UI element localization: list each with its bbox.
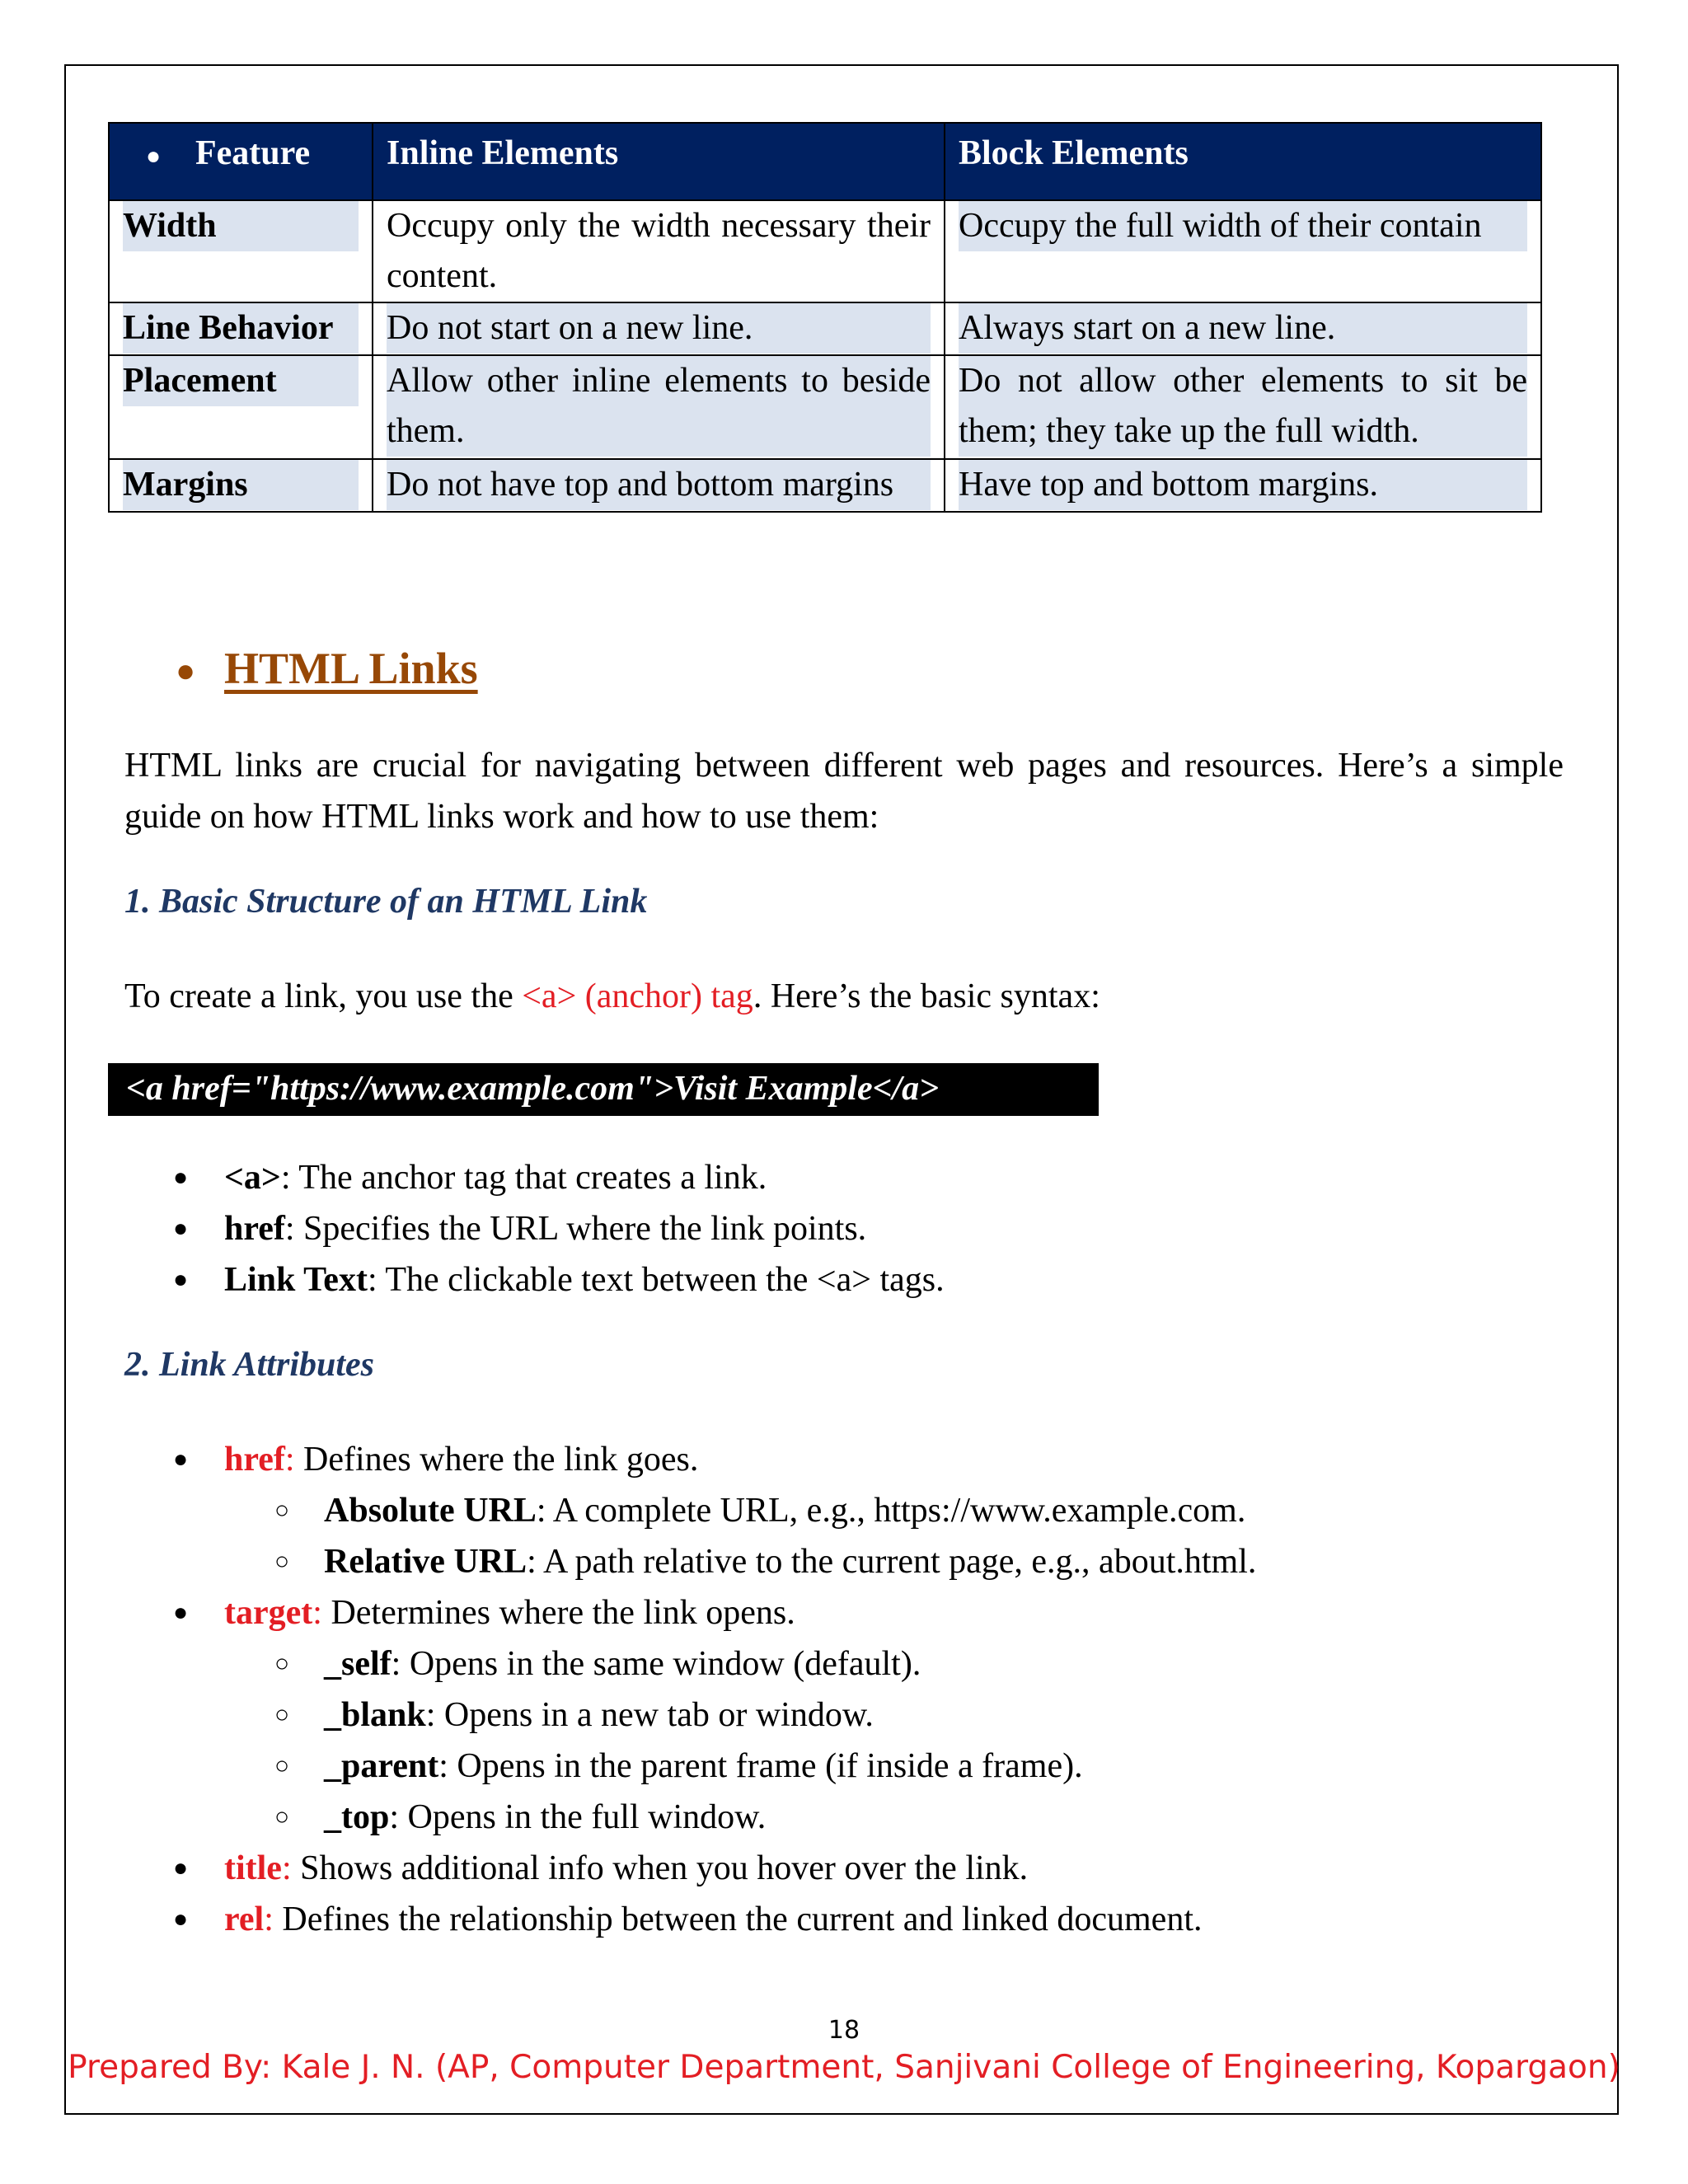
circle-bullet-icon: ○ xyxy=(274,1548,290,1575)
footer-credit: Prepared By: Kale J. N. (AP, Computer Department, Sanjivani College of Engineering, Kopargaon) xyxy=(68,2049,1620,2086)
sub-list-item: ○ _parent: Opens in the parent frame (if inside a frame). xyxy=(0,1741,1256,1792)
circle-bullet-icon: ○ xyxy=(274,1650,290,1677)
list-item-title: ● title: Shows additional info when you hover over the link. xyxy=(0,1843,1256,1894)
cell-inline: Allow other inline elements to beside them. xyxy=(373,355,945,459)
cell-inline: Do not start on a new line. xyxy=(373,302,945,355)
comparison-table xyxy=(108,122,1542,513)
list-item: ● <a>: The anchor tag that creates a link. xyxy=(0,1152,945,1203)
code-example: <a href="https://www.example.com">Visit Example</a> xyxy=(108,1063,1099,1116)
sub-list-item: ○ _blank: Opens in a new tab or window. xyxy=(0,1690,1256,1741)
list-item: ● href: Specifies the URL where the link points. xyxy=(0,1203,945,1254)
circle-bullet-icon: ○ xyxy=(274,1803,290,1830)
list-item-href: ● href: Defines where the link goes. xyxy=(0,1434,1256,1485)
cell-block: Always start on a new line. xyxy=(945,302,1541,355)
bullet-icon: ● xyxy=(173,1446,189,1473)
list-item-rel: ● rel: Defines the relationship between the current and linked document. xyxy=(0,1894,1256,1945)
sub-list-item: ○ Relative URL: A path relative to the current page, e.g., about.html. xyxy=(0,1536,1256,1587)
table-row xyxy=(109,200,1541,302)
attributes-list xyxy=(0,1434,1256,1945)
subheading-link-attributes: 2. Link Attributes xyxy=(124,1346,375,1384)
cell-block: Have top and bottom margins. xyxy=(945,459,1541,512)
table-header-row xyxy=(109,123,1541,200)
cell-feature: Placement xyxy=(109,355,373,459)
subheading-basic-structure: 1. Basic Structure of an HTML Link xyxy=(124,883,648,921)
cell-inline: Occupy only the width necessary their content. xyxy=(373,200,945,302)
anchor-parts-list xyxy=(0,1152,945,1305)
circle-bullet-icon: ○ xyxy=(274,1752,290,1779)
list-item-target: ● target: Determines where the link opens. xyxy=(0,1587,1256,1638)
bullet-icon: ● xyxy=(173,1854,189,1882)
list-item: ● Link Text: The clickable text between the <a> tags. xyxy=(0,1254,945,1305)
page-number: 18 xyxy=(828,2016,860,2045)
bullet-icon: ● xyxy=(173,1164,189,1191)
table-row xyxy=(109,459,1541,512)
bullet-icon: ● xyxy=(173,1599,189,1626)
header-inline: Inline Elements xyxy=(373,123,945,200)
syntax-paragraph: To create a link, you use the <a> (anchor) tag. Here’s the basic syntax: xyxy=(124,977,1100,1015)
circle-bullet-icon: ○ xyxy=(274,1497,290,1524)
circle-bullet-icon: ○ xyxy=(274,1701,290,1728)
cell-block: Do not allow other elements to sit be them; they take up the full width. xyxy=(945,355,1541,459)
bullet-icon: ● xyxy=(173,1905,189,1933)
cell-inline: Do not have top and bottom margins xyxy=(373,459,945,512)
anchor-tag-highlight: <a> (anchor) tag xyxy=(522,977,753,1015)
header-block: Block Elements xyxy=(945,123,1541,200)
sub-list-item: ○ Absolute URL: A complete URL, e.g., https://www.example.com. xyxy=(0,1485,1256,1536)
sub-list-item: ○ _self: Opens in the same window (default). xyxy=(0,1638,1256,1690)
cell-block: Occupy the full width of their contain xyxy=(945,200,1541,302)
intro-paragraph: HTML links are crucial for navigating between different web pages and resources. Here’s a simple guide on how HTML links work and how to use them: xyxy=(124,747,1564,836)
cell-feature: Line Behavior xyxy=(109,302,373,355)
bullet-icon: ● xyxy=(146,142,162,170)
cell-feature: Margins xyxy=(109,459,373,512)
sub-list-item: ○ _top: Opens in the full window. xyxy=(0,1792,1256,1843)
bullet-icon: ● xyxy=(173,1215,189,1242)
table-row xyxy=(109,355,1541,459)
section-title: HTML Links xyxy=(224,644,478,693)
header-feature: ● Feature xyxy=(109,123,373,200)
section-bullet-icon: ● xyxy=(176,652,196,689)
bullet-icon: ● xyxy=(173,1266,189,1293)
table-row xyxy=(109,302,1541,355)
cell-feature: Width xyxy=(109,200,373,302)
